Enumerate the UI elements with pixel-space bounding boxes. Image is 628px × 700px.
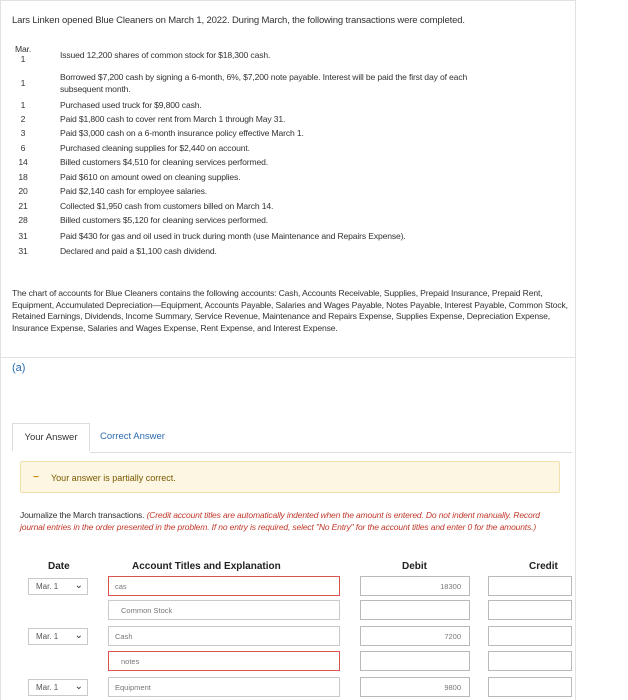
instructions-note: (Credit account titles are automatically indented when the amount is entered. Do not indent manually. Record journal entries in the order presented in the problem. If no entry is required, select "No Entry" for the account titles and enter 0 for the amounts.)	[20, 510, 540, 532]
transaction-date: 1	[20, 54, 26, 64]
date-select[interactable]	[28, 628, 88, 645]
account-title-input[interactable]	[108, 600, 340, 620]
account-title-value: notes	[121, 657, 140, 666]
transaction-text: Collected $1,950 cash from customers billed on March 14.	[60, 201, 274, 211]
account-title-value: Cash	[115, 632, 133, 641]
instructions-main: Journalize the March transactions.	[20, 510, 147, 520]
transaction-text: Borrowed $7,200 cash by signing a 6-month, 6%, $7,200 note payable. Interest will be paid the first day of each	[60, 72, 468, 82]
column-header-date: Date	[48, 561, 70, 572]
transaction-date: 31	[18, 231, 28, 241]
transaction-date: 3	[20, 128, 26, 138]
partial-correct-icon: −	[33, 472, 39, 483]
debit-value: 7200	[444, 632, 461, 641]
account-title-input[interactable]	[108, 626, 340, 646]
debit-input[interactable]	[360, 651, 470, 671]
date-select-value: Mar. 1	[36, 582, 59, 591]
date-select[interactable]	[28, 679, 88, 696]
transaction-date: 21	[18, 201, 28, 211]
account-title-value: Common Stock	[121, 606, 173, 615]
transaction-date: 28	[18, 215, 28, 225]
month-label: Mar.	[14, 44, 32, 54]
tab-your-answer[interactable]: Your Answer	[12, 423, 90, 451]
transaction-date: 18	[18, 172, 28, 182]
debit-input[interactable]	[360, 677, 470, 697]
transaction-text: Paid $430 for gas and oil used in truck during month (use Maintenance and Repairs Expense).	[60, 231, 406, 241]
transaction-text: Billed customers $5,120 for cleaning services performed.	[60, 215, 268, 225]
transaction-text: Paid $2,140 cash for employee salaries.	[60, 186, 208, 196]
answer-tabs	[12, 423, 572, 453]
date-select-value: Mar. 1	[36, 683, 59, 692]
instructions	[20, 510, 565, 533]
transaction-date: 1	[20, 78, 26, 88]
account-title-input[interactable]	[108, 677, 340, 697]
transaction-text: Purchased cleaning supplies for $2,440 on account.	[60, 143, 250, 153]
credit-input[interactable]	[488, 600, 572, 620]
transaction-text: Purchased used truck for $9,800 cash.	[60, 100, 202, 110]
account-title-input[interactable]	[108, 651, 340, 671]
chevron-down-icon: ⌄	[74, 681, 83, 692]
date-select-value: Mar. 1	[36, 632, 59, 641]
column-header-credit: Credit	[529, 561, 558, 572]
chevron-down-icon: ⌄	[74, 630, 83, 641]
transaction-date: 31	[18, 246, 28, 256]
chart-of-accounts: The chart of accounts for Blue Cleaners contains the following accounts: Cash, Accounts Receivable, Supplies, Prepaid Insurance, Prepaid Rent, Equipment, Accumulated Depreciation—Equipment, Accounts Payable, Salaries and Wages Payable, Notes Payable, Interest Payable, Common Stock, Retained Earnings, Dividends, Income Summary, Service Revenue, Maintenance and Repairs Expense, Supplies Expense, Depreciation Expense, Insurance Expense, Salaries and Wages Expense, Rent Expense, and Interest Expense.	[12, 288, 568, 333]
debit-value: 18300	[440, 582, 461, 591]
transaction-text: Paid $1,800 cash to cover rent from March 1 through May 31.	[60, 114, 286, 124]
account-title-input[interactable]	[108, 576, 340, 596]
feedback-banner	[20, 461, 560, 493]
credit-input[interactable]	[488, 651, 572, 671]
transaction-date: 2	[20, 114, 26, 124]
debit-input[interactable]	[360, 576, 470, 596]
transaction-text: Billed customers $4,510 for cleaning services performed.	[60, 157, 268, 167]
transaction-date: 20	[18, 186, 28, 196]
chevron-down-icon: ⌄	[74, 580, 83, 591]
date-select[interactable]	[28, 578, 88, 595]
transaction-text: Paid $3,000 cash on a 6-month insurance policy effective March 1.	[60, 128, 304, 138]
transaction-text: Paid $610 on amount owed on cleaning supplies.	[60, 172, 241, 182]
feedback-text: Your answer is partially correct.	[51, 473, 176, 483]
transaction-date: 6	[20, 143, 26, 153]
tabs-divider	[90, 452, 572, 453]
part-label: (a)	[12, 362, 26, 374]
problem-intro: Lars Linken opened Blue Cleaners on March 1, 2022. During March, the following transactions were completed.	[12, 15, 465, 26]
account-title-value: Equipment	[115, 683, 151, 692]
transaction-date: 14	[18, 157, 28, 167]
credit-input[interactable]	[488, 677, 572, 697]
debit-value: 9800	[444, 683, 461, 692]
transaction-text: Declared and paid a $1,100 cash dividend.	[60, 246, 217, 256]
account-title-value: cas	[115, 582, 127, 591]
tab-correct-answer[interactable]: Correct Answer	[100, 431, 165, 442]
credit-input[interactable]	[488, 576, 572, 596]
transaction-date: 1	[20, 100, 26, 110]
column-header-account: Account Titles and Explanation	[132, 561, 281, 572]
credit-input[interactable]	[488, 626, 572, 646]
transaction-text: Issued 12,200 shares of common stock for $18,300 cash.	[60, 50, 271, 60]
column-header-debit: Debit	[402, 561, 427, 572]
transaction-text-continued: subsequent month.	[60, 84, 131, 94]
debit-input[interactable]	[360, 600, 470, 620]
debit-input[interactable]	[360, 626, 470, 646]
